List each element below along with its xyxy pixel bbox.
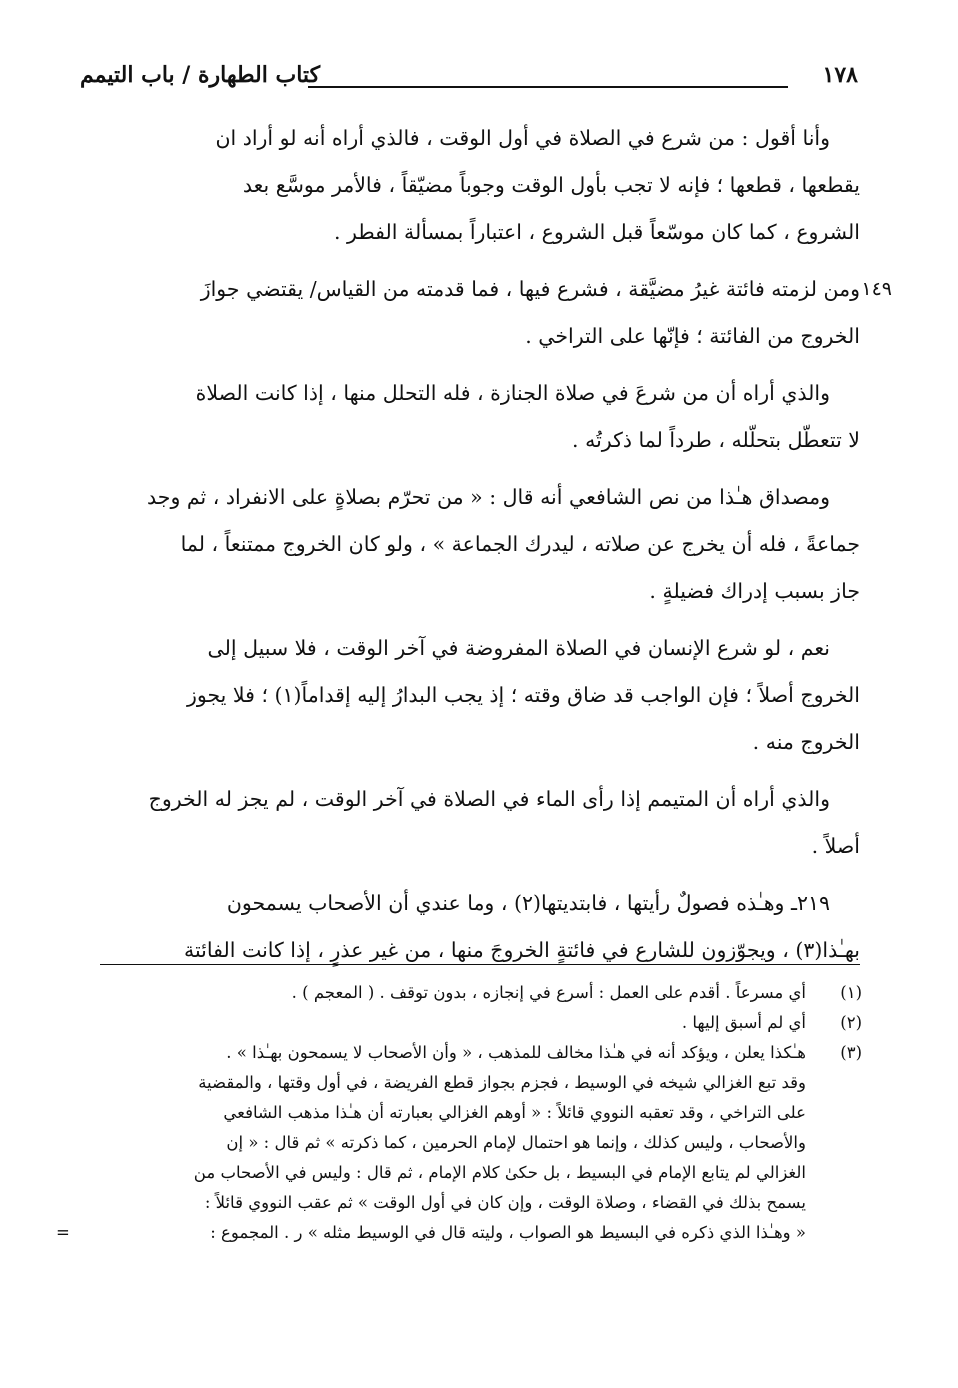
text-line: الخروج أصلاً ؛ فإن الواجب قد ضاق وقته ؛ إذ يجب البدارُ إليه إقداماً(١) ؛ فلا يجوز [186, 683, 860, 707]
text-line: الشروع ، كما كان موسّعاً قبل الشروع ، اعتباراً بمسألة الفطر . [334, 220, 860, 244]
footnote-line: والأصحاب ، وليس كذلك ، وإنما هو احتمال لإمام الحرمين ، كما ذكرته » ثم قال : « إن [226, 1133, 806, 1152]
footnote-line: هـٰكذا يعلن ، ويؤكد أنه في هـٰذا مخالف للمذهب ، « وأن الأصحاب لا يسمحون بهـٰذا » . [226, 1043, 806, 1062]
footnote-number: (٢) [840, 1013, 862, 1032]
text-line: الخروج منه . [752, 730, 860, 754]
footnote [62, 978, 862, 1008]
section-paragraph [80, 880, 860, 974]
footnote-line: يسمح بذلك في القضاء ، وصلاة الوقت ، وإن كان في أول الوقت » ثم عقب النووي قائلاً : [204, 1193, 806, 1212]
text-line: ٢١٩ـ وهـٰذه فصولٌ رأيتها ، فابتديتها(٢) ، وما عندي أن الأصحاب يسمحون [226, 891, 830, 915]
text-line: جماعةً ، فله أن يخرج عن صلاته ، ليدرك الجماعة » ، ولو كان الخروج ممتنعاً ، لما [180, 532, 860, 556]
text-line: أصلاً . [811, 834, 860, 858]
paragraph [80, 474, 860, 615]
text-line: ومصداق هـٰذا من نص الشافعي أنه قال : « من تحرّم بصلاةٍ على الانفراد ، ثم وجد [147, 485, 830, 509]
footnote [56, 1038, 862, 1248]
footnote-number: (١) [840, 983, 862, 1002]
header-rule [308, 86, 788, 88]
paragraph [80, 370, 860, 464]
text-line: والذي أراه أن من شرعَ في صلاة الجنازة ، فله التحلل منها ، إذا كانت الصلاة [195, 381, 830, 405]
text-line: بهـٰذا(٣) ، ويجوّزون للشارع في فائتةٍ الخروجَ منها ، من غير عذرٍ ، إذا كانت الفائتة [183, 938, 860, 962]
text-line: ومن لزمته فائتة غيرُ مضيَّقة ، فشرع فيها ، فما قدمته من القياس/ يقتضي جوازَ [200, 277, 860, 301]
margin-page-reference: ١٤٩ [861, 278, 892, 300]
text-line: وأنا أقول : من شرع في الصلاة في أول الوقت ، فالذي أراه أنه لو أراد ان [215, 126, 830, 150]
paragraph [80, 266, 892, 360]
running-title: كتاب الطهارة / باب التيمم [80, 62, 321, 88]
footnote-line: أي لم أسبق إليها . [681, 1013, 806, 1032]
continuation-mark: = [56, 1223, 70, 1242]
footnote-line: الغزالي لم يتابع الإمام في البسيط ، بل حكىٰ كلام الإمام ، ثم قال : وليس في الأصحاب من [193, 1163, 806, 1182]
text-line: نعم ، لو شرع الإنسان في الصلاة المفروضة في آخر الوقت ، فلا سبيل إلى [207, 636, 830, 660]
footnotes [56, 978, 862, 1248]
text-line: الخروج من الفائتة ؛ فإنّها على التراخي . [525, 324, 860, 348]
text-line: لا تتعطّل بتحلّله ، طرداً لما ذكرتُه . [572, 428, 860, 452]
footnote-line: على التراخي ، وقد تعقبه النووي قائلاً : « أوهم الغزالي بعبارته أن هـٰذا مذهب الشافعي [223, 1103, 806, 1122]
paragraph [80, 776, 860, 870]
footnote-line: وقد تبع الغزالي شيخه في الوسيط ، فجزم بجواز قطع الفريضة ، في أول وقتها ، والمقضية [198, 1073, 806, 1092]
footnote-number: (٣) [840, 1043, 862, 1062]
paragraph [80, 115, 860, 256]
main-text [80, 115, 892, 984]
text-line: جاز بسبب إدراك فضيلةٍ . [649, 579, 860, 603]
footnote-rule [100, 964, 860, 965]
text-line: يقطعها ، قطعها ؛ فإنه لا تجب بأول الوقت وجوباً مضيّقاً ، فالأمر موسَّع بعد [242, 173, 860, 197]
footnote-line: « وهـٰذا الذي ذكره في البسيط هو الصواب ، وليته قال في الوسيط مثله » ر . المجموع : [210, 1223, 806, 1242]
page-header [80, 62, 860, 102]
footnote-line: أي مسرعاً . أقدم على العمل : أسرع في إنجازه ، بدون توقف . ( المعجم ) . [291, 983, 806, 1002]
text-line: والذي أراه أن المتيمم إذا رأى الماء في الصلاة في آخر الوقت ، لم يجز له الخروج [148, 787, 830, 811]
page-number: ١٧٨ [822, 62, 858, 88]
footnote [62, 1008, 862, 1038]
paragraph [80, 625, 860, 766]
